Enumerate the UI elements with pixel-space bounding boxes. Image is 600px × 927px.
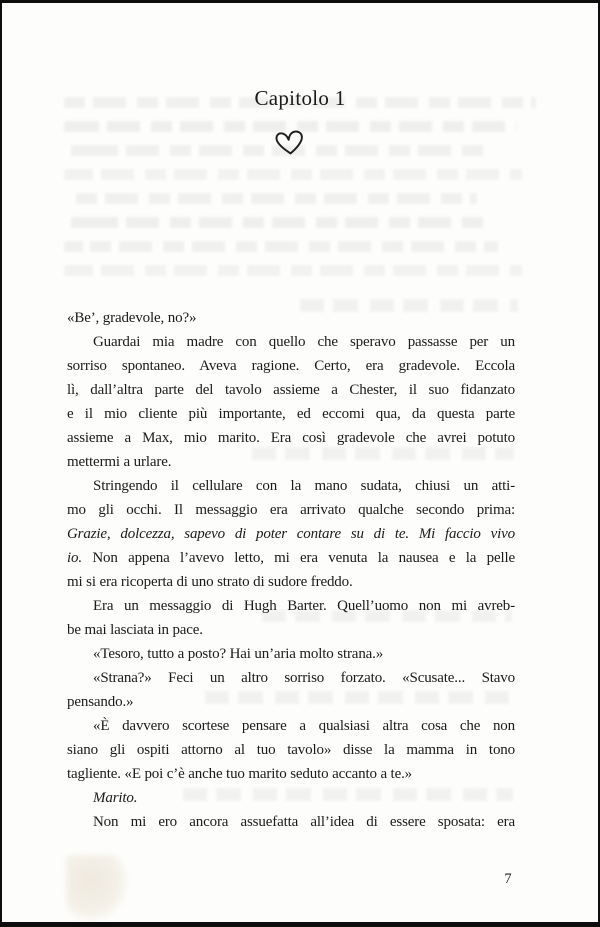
text-segment-italic: Grazie, dolcezza, sapevo di poter contare su di te. Mi faccio vivo [67, 526, 515, 542]
text-line [67, 306, 515, 330]
bleedthrough-line [76, 193, 477, 204]
text-line [67, 786, 515, 810]
text-segment: mo gli occhi. Il messaggio era arrivato qualche secondo prima: [67, 502, 515, 518]
text-segment: Non mi ero ancora assuefatta all’idea di essere sposata: era [93, 814, 515, 830]
text-segment: mettermi a urlare. [67, 454, 172, 470]
text-segment: lì, dall’altra parte del tavolo assieme a Chester, il suo fidanzato [67, 382, 515, 398]
text-segment: «Be’, gradevole, no?» [67, 310, 197, 326]
text-line [67, 474, 515, 498]
bleedthrough-line [64, 169, 522, 180]
text-line [67, 690, 515, 714]
text-line [67, 738, 515, 762]
text-line [67, 666, 515, 690]
text-segment: Guardai mia madre con quello che speravo passasse per un [93, 334, 515, 350]
text-segment: e il mio cliente più importante, ed eccomi qua, da questa parte [67, 406, 515, 422]
text-segment: be mai lasciata in pace. [67, 622, 203, 638]
text-segment: assieme a Max, mio marito. Era così gradevole che avrei potuto [67, 430, 515, 446]
text-segment: «È davvero scortese pensare a qualsiasi altra cosa che non [93, 718, 515, 734]
text-segment: Era un messaggio di Hugh Barter. Quell’uomo non mi avreb- [93, 598, 515, 614]
heart-icon [273, 129, 307, 156]
text-line [67, 714, 515, 738]
text-segment: «Tesoro, tutto a posto? Hai un’aria molto strana.» [93, 646, 384, 662]
text-line [67, 546, 515, 570]
text-line [67, 378, 515, 402]
bleedthrough-line [64, 241, 498, 252]
scan-smudge [66, 855, 128, 921]
text-segment: pensando.» [67, 694, 134, 710]
text-segment: siano gli ospiti attorno al tuo tavolo» disse la mamma in tono [67, 742, 515, 758]
text-line [67, 426, 515, 450]
text-line [67, 594, 515, 618]
text-segment: mi si era ricoperta di uno strato di sudore freddo. [67, 574, 353, 590]
scan-edge-top [0, 0, 600, 3]
body-text [67, 306, 515, 834]
page-number: 7 [504, 871, 512, 887]
bleedthrough-line [64, 217, 484, 228]
scan-edge-left [0, 0, 2, 927]
text-line [67, 522, 515, 546]
scan-edge-bottom [0, 922, 600, 927]
bleedthrough-line [64, 265, 522, 276]
text-line [67, 450, 515, 474]
text-segment: Non appena l’avevo letto, mi era venuta la nausea e la pelle [81, 550, 515, 566]
text-segment: Stringendo il cellulare con la mano sudata, chiusi un atti- [93, 478, 515, 494]
text-line [67, 330, 515, 354]
text-line [67, 810, 515, 834]
chapter-title: Capitolo 1 [254, 86, 346, 110]
text-line [67, 618, 515, 642]
text-segment-italic: Marito. [93, 790, 138, 806]
text-line [67, 402, 515, 426]
text-segment: tagliente. «E poi c’è anche tuo marito seduto accanto a te.» [67, 766, 413, 782]
text-segment: sorriso spontaneo. Aveva ragione. Certo, era gradevole. Eccola [67, 358, 515, 374]
bleedthrough-text-block [64, 97, 536, 289]
text-segment: «Strana?» Feci un altro sorriso forzato. «Scusate... Stavo [93, 670, 515, 686]
text-line [67, 498, 515, 522]
text-line [67, 642, 515, 666]
text-line [67, 354, 515, 378]
text-segment-italic: io. [67, 550, 82, 566]
text-line [67, 570, 515, 594]
text-line [67, 762, 515, 786]
